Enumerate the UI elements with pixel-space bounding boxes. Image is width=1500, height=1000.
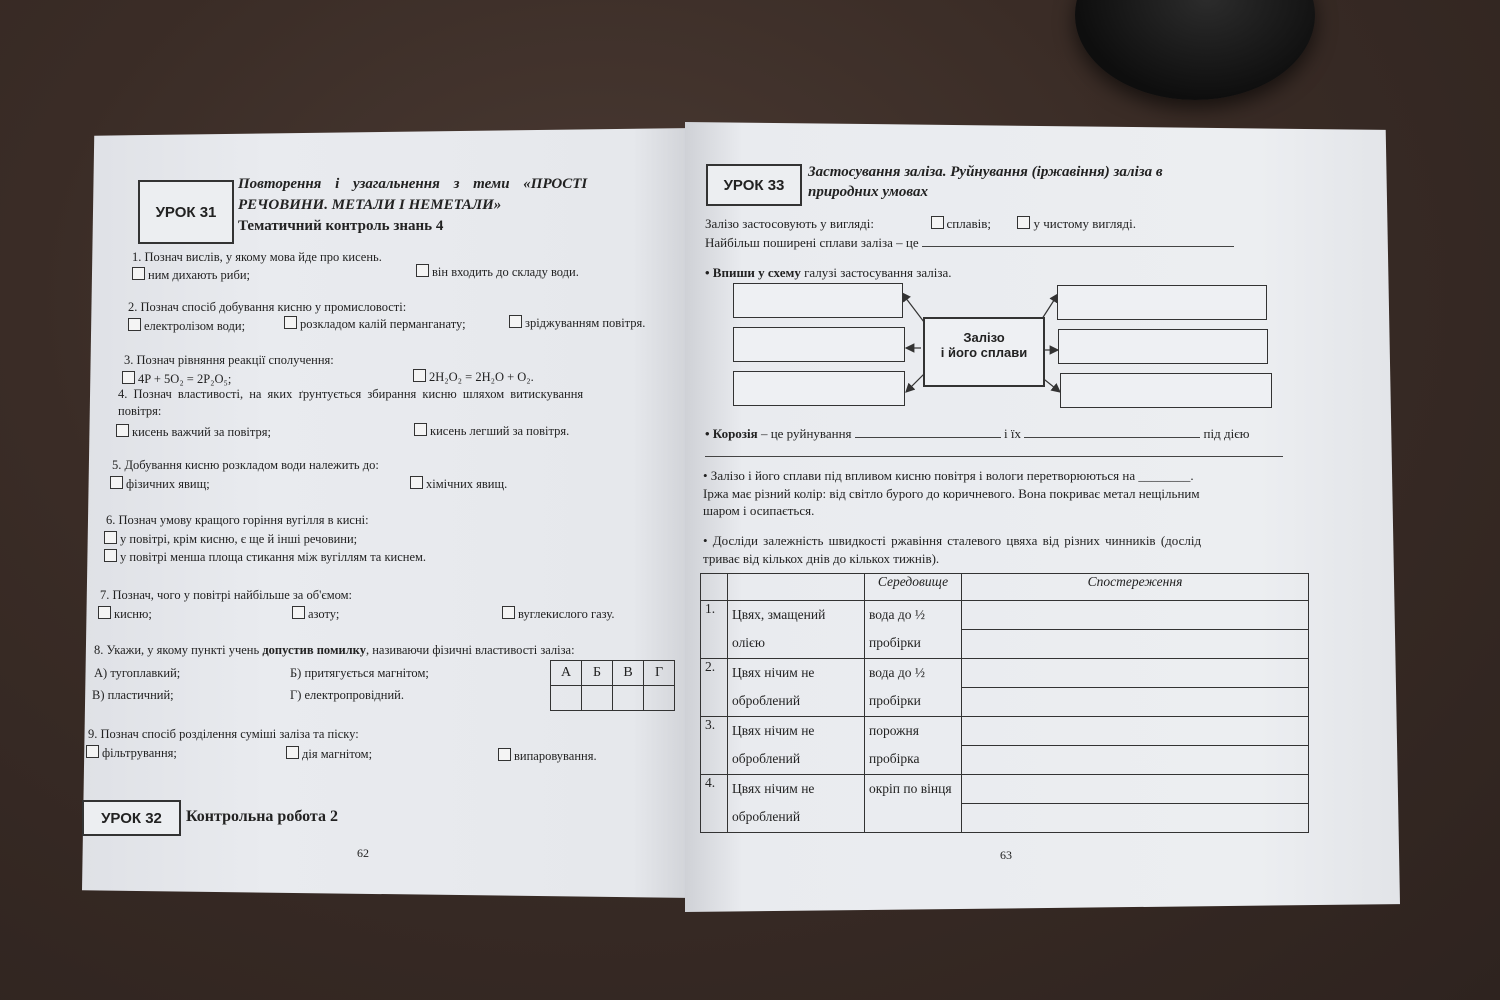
grid-header-v: В — [613, 661, 644, 686]
table-row — [701, 601, 1309, 659]
table-header-env: Середовище — [865, 574, 962, 601]
option-label: кисень важчий за повітря; — [132, 425, 271, 439]
option-label: у повітрі, крім кисню, є ще й інші речовини; — [120, 532, 358, 546]
alloys-text: Найбільш поширені сплави заліза – це — [705, 235, 919, 250]
table-row — [701, 659, 1309, 717]
option-label: хімічних явищ. — [426, 477, 508, 491]
question-8-option-a: А) тугоплавкий; — [94, 666, 181, 680]
question-6-text: 6. Познач умову кращого горіння вугілля в кисні: — [106, 513, 369, 527]
row-item: Цвях, змащений олією — [728, 601, 865, 659]
question-2-text: 2. Познач спосіб добування кисню у промисловості: — [128, 300, 407, 314]
schema-field-mid-left[interactable] — [733, 327, 905, 362]
row-observation-cell[interactable] — [962, 601, 1309, 659]
question-8-option-b: Б) притягується магнітом; — [290, 666, 429, 680]
lesson-32-title: Контрольна робота 2 — [186, 808, 338, 825]
rust-paragraph-line2: Іржа має різний колір: від світло бурого до коричневого. Вона покриває метал нещільним — [703, 486, 1200, 501]
schema-instr-rest: галузі застосування заліза. — [800, 265, 952, 280]
row-number: 2. — [701, 659, 728, 717]
row-observation-cell[interactable] — [962, 717, 1309, 775]
lesson-31-subtitle: Тематичний контроль знань 4 — [238, 218, 444, 234]
table-header-item — [728, 574, 865, 601]
option-label: він входить до складу води. — [432, 265, 579, 279]
rust-paragraph-line1: • Залізо і його сплави під впливом кисню повітря і вологи перетворюються на ________. — [703, 468, 1194, 483]
grid-header-g: Г — [644, 661, 675, 686]
right-page-number: 63 — [1000, 848, 1012, 862]
schema-instr-bold: • Впиши у схему — [705, 265, 801, 280]
row-number: 4. — [701, 775, 728, 833]
option-label: ним дихають риби; — [148, 268, 251, 282]
option-label: вуглекислого газу. — [518, 607, 615, 621]
row-number: 3. — [701, 717, 728, 775]
table-row — [701, 717, 1309, 775]
question-9-text: 9. Познач спосіб розділення суміші заліза та піску: — [88, 727, 359, 741]
arrow-bot-left — [906, 374, 924, 392]
row-item: Цвях нічим не оброблений — [728, 717, 865, 775]
corrosion-bold: • Корозія — [705, 426, 758, 441]
schema-field-bot-left[interactable] — [733, 371, 905, 406]
option-label: фільтрування; — [102, 746, 177, 760]
row-item: Цвях нічим не оброблений — [728, 775, 865, 833]
grid-header-b: Б — [582, 661, 613, 686]
lesson-32-label-text: УРОК 32 — [101, 809, 162, 827]
table-header-observation: Спостереження — [962, 574, 1309, 601]
row-observation-cell[interactable] — [962, 775, 1309, 833]
table-header-num — [701, 574, 728, 601]
option-label: 4P + 5O₂ = 2P₂O₅; — [138, 372, 232, 386]
schema-center-box — [923, 317, 1045, 387]
question-8-option-c: В) пластичний; — [92, 688, 174, 702]
corrosion-text3: під дією — [1200, 426, 1250, 441]
corrosion-definition — [705, 425, 1249, 442]
q8-post: , називаючи фізичні властивості заліза: — [365, 643, 575, 657]
corrosion-blank-1[interactable] — [855, 425, 1001, 438]
rust-paragraph-line3: шаром і осипається. — [703, 503, 815, 518]
lesson-33-label-text: УРОК 33 — [723, 176, 785, 194]
table-row — [701, 775, 1309, 833]
option-label: випаровування. — [514, 749, 597, 763]
lesson-31-title-line1: Повторення і узагальнення з теми «ПРОСТІ — [238, 176, 588, 192]
lesson-33-title-line1: Застосування заліза. Руйнування (іржавіння) заліза в — [808, 164, 1163, 180]
question-4-text-line1: 4. Познач властивості, на яких ґрунтується збирання кисню шляхом витискування — [118, 387, 584, 401]
lesson-31-label-text: УРОК 31 — [155, 203, 217, 221]
option-label: у чистому вигляді. — [1033, 216, 1136, 231]
corrosion-text2: і їх — [1000, 426, 1025, 441]
lesson-33-title-line2: природних умовах — [808, 184, 929, 200]
row-number: 1. — [701, 601, 728, 659]
schema-center-line2: і його сплави — [940, 345, 1028, 360]
option-label: електролізом води; — [144, 319, 246, 333]
experiment-line2: триває від кількох днів до кількох тижнів). — [703, 551, 940, 566]
schema-field-top-left[interactable] — [733, 283, 903, 318]
question-7-text: 7. Познач, чого у повітрі найбільше за об'ємом: — [100, 588, 353, 602]
question-1-text: 1. Познач вислів, у якому мова йде про кисень. — [132, 250, 382, 264]
left-page-number: 62 — [357, 846, 369, 860]
option-label: фізичних явищ; — [126, 477, 210, 491]
option-label: кисню; — [114, 607, 152, 621]
experiment-line1: • Досліди залежність швидкості ржавіння сталевого цвяха від різних чинників (дослід — [703, 533, 1202, 548]
schema-field-mid-right[interactable] — [1058, 329, 1268, 364]
q8-bold: допустив помилку — [262, 643, 366, 657]
question-3-text: 3. Познач рівняння реакції сполучення: — [124, 353, 334, 367]
option-label: дія магнітом; — [302, 747, 373, 761]
option-label: розкладом калій перманганату; — [300, 317, 466, 331]
row-environment: порожня пробірка — [865, 717, 962, 775]
option-label: 2H₂O₂ = 2H₂O + O₂. — [429, 370, 534, 384]
option-label: кисень легший за повітря. — [430, 424, 570, 438]
schema-center-line1: Залізо — [963, 330, 1005, 345]
lesson-31-title-line2: РЕЧОВИНИ. МЕТАЛИ І НЕМЕТАЛИ» — [238, 197, 502, 213]
corrosion-blank-2[interactable] — [1024, 425, 1200, 438]
row-observation-cell[interactable] — [962, 659, 1309, 717]
row-environment: вода до ½ пробірки — [865, 659, 962, 717]
schema-field-bot-right[interactable] — [1060, 373, 1272, 408]
schema-field-top-right[interactable] — [1057, 285, 1267, 320]
row-item: Цвях нічим не оброблений — [728, 659, 865, 717]
option-label: азоту; — [308, 607, 340, 621]
observation-table — [700, 573, 1309, 833]
corrosion-text1: – це руйнування — [757, 426, 855, 441]
option-label: сплавів; — [946, 216, 991, 231]
option-label: зріджуванням повітря. — [525, 316, 646, 330]
arrow-top-left — [902, 293, 924, 322]
row-environment: вода до ½ пробірки — [865, 601, 962, 659]
grid-header-a: А — [551, 661, 582, 686]
usage-text: Залізо застосовують у вигляді: — [705, 216, 874, 231]
question-4-text-line2: повітря: — [118, 404, 162, 418]
corrosion-blank-line-3[interactable] — [705, 456, 1283, 457]
question-8-option-d: Г) електропровідний. — [290, 688, 404, 702]
row-environment: окріп по вінця — [865, 775, 962, 833]
q8-pre: 8. Укажи, у якому пункті учень — [94, 643, 263, 657]
table-header-row — [701, 574, 1309, 601]
option-label: у повітрі менша площа стикання між вугіллям та киснем. — [120, 550, 427, 564]
question-5-text: 5. Добування кисню розкладом води належить до: — [112, 458, 379, 472]
